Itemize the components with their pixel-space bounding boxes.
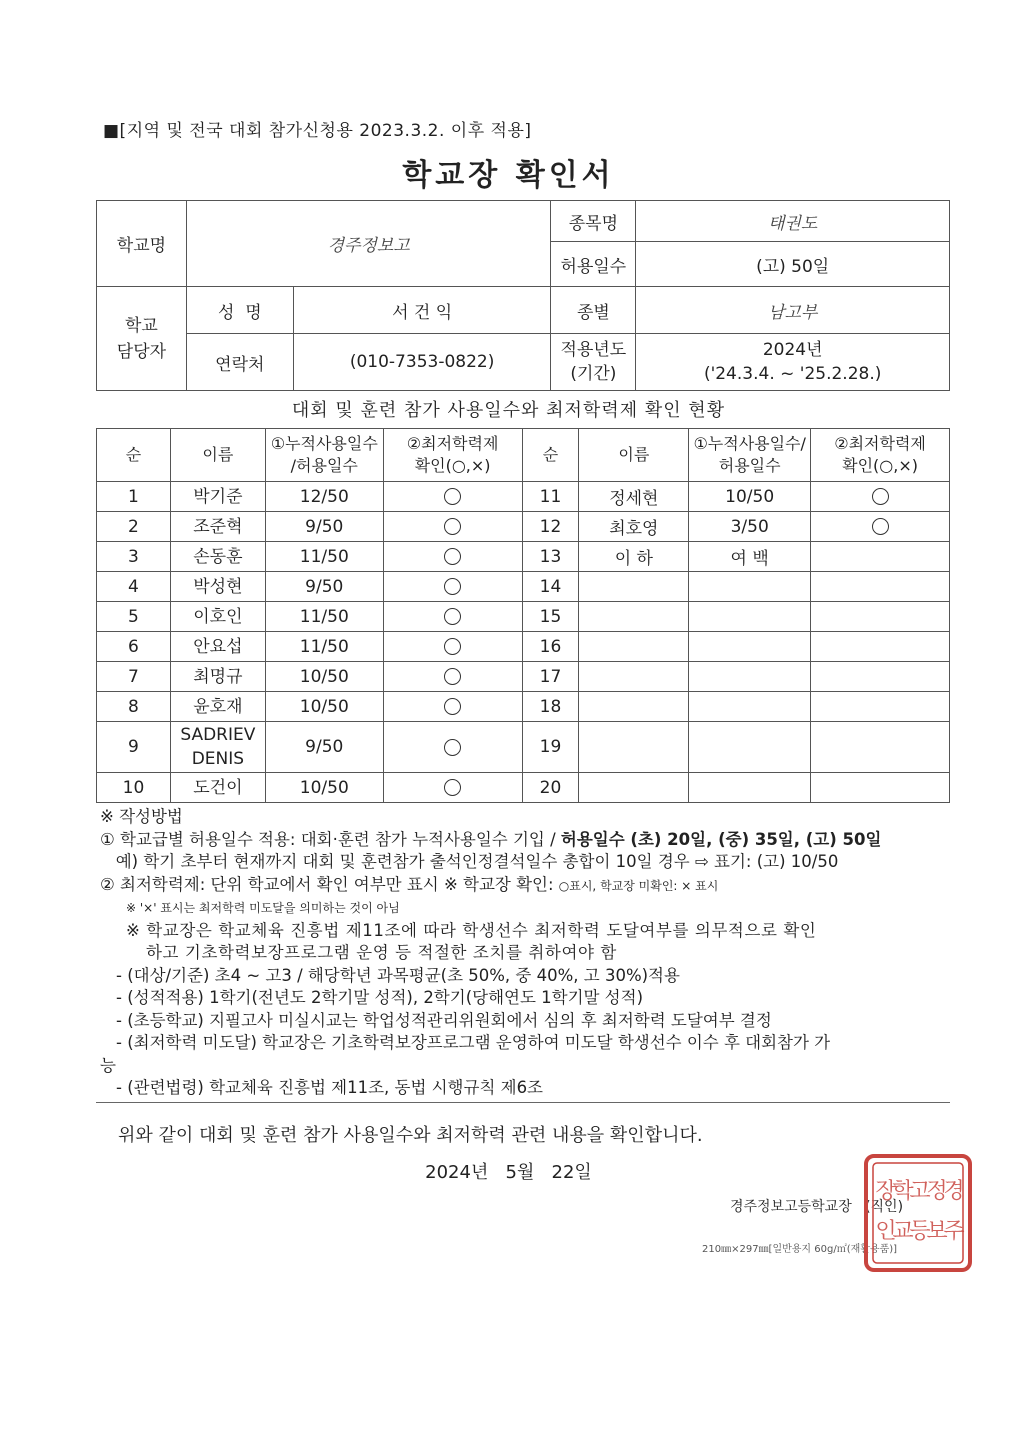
check-circle-icon [444, 488, 461, 505]
col-name: 이름 [170, 429, 265, 482]
row-usage-right [689, 572, 811, 602]
allowed-days-value: (고) 50일 [636, 242, 950, 287]
row-name: 윤호재 [170, 692, 265, 722]
row-no-right: 17 [522, 662, 579, 692]
check-circle-icon [444, 739, 461, 756]
note-2-text: ② 최저학력제: 단위 학교에서 확인 여부만 표시 ※ 학교장 확인: [100, 874, 559, 894]
seal-glyph: 인 [875, 1219, 897, 1244]
row-usage-right: 3/50 [689, 512, 811, 542]
row-name-right: 이 하 [579, 542, 689, 572]
seal-glyph: 교 [892, 1219, 914, 1244]
note-2 [100, 874, 960, 898]
row-name: 박기준 [170, 482, 265, 512]
row-name-right [579, 662, 689, 692]
table-row [97, 662, 950, 692]
table-row [97, 602, 950, 632]
signer: 경주정보고등학교장 (직인) [730, 1199, 904, 1215]
check-circle-icon [444, 779, 461, 796]
seal-glyph: 정 [926, 1179, 948, 1204]
year-value: 2024년 [762, 340, 823, 360]
row-check [383, 632, 522, 662]
check-circle-icon [444, 668, 461, 685]
school-seal [862, 1152, 974, 1274]
row-no-right: 13 [522, 542, 579, 572]
row-check-right [811, 722, 950, 773]
row-usage-right [689, 722, 811, 773]
note-1-text: ① 학교급별 허용일수 적용: 대회·훈련 참가 누적사용일수 기입 / [100, 829, 561, 849]
row-check [383, 602, 522, 632]
year-label: 적용년도 (기간) [551, 334, 636, 391]
note-3: ※ '×' 표시는 최저학력 미도달을 의미하는 것이 아님 [126, 901, 400, 915]
row-no-right: 16 [522, 632, 579, 662]
check-circle-icon [872, 488, 889, 505]
page-title: 학교장 확인서 [402, 158, 615, 193]
note-4a: ※ 학교장은 학교체육 진흥법 제11조에 따라 학생선수 최저학력 도달여부를 의무적으로 확인 [126, 920, 817, 940]
row-check-right [811, 542, 950, 572]
bullet-3: - (초등학교) 지필고사 미실시교는 학업성적관리위원회에서 심의 후 최저학력 도달여부 결정 [116, 1010, 772, 1030]
row-no-right: 18 [522, 692, 579, 722]
row-no: 5 [97, 602, 171, 632]
note-4b: 하고 기초학력보장프로그램 운영 등 적절한 조치를 취하여야 함 [146, 943, 617, 962]
row-check-right [811, 602, 950, 632]
row-no: 9 [97, 722, 171, 773]
row-usage: 9/50 [265, 722, 383, 773]
col-no: 순 [97, 429, 171, 482]
row-name: 안요섭 [170, 632, 265, 662]
bullet-2: - (성적적용) 1학기(전년도 2학기말 성적), 2학기(당해연도 1학기말 성적) [116, 988, 644, 1007]
row-usage: 11/50 [265, 632, 383, 662]
year-cell [636, 334, 950, 391]
row-usage: 12/50 [265, 482, 383, 512]
row-check [383, 542, 522, 572]
header-note: ■[지역 및 전국 대회 참가신청용 2023.3.2. 이후 적용] [103, 121, 532, 141]
seal-glyph: 장 [875, 1179, 897, 1204]
row-name: 도건이 [170, 773, 265, 803]
row-check-right [811, 662, 950, 692]
info-table [96, 200, 950, 391]
row-check [383, 692, 522, 722]
row-name: 조준혁 [170, 512, 265, 542]
row-usage: 10/50 [265, 773, 383, 803]
sport-value: 태권도 [636, 201, 950, 242]
row-usage: 11/50 [265, 542, 383, 572]
row-usage-right [689, 632, 811, 662]
row-name-right [579, 773, 689, 803]
col-name-right: 이름 [579, 429, 689, 482]
note-1-example: 예) 학기 초부터 현재까지 대회 및 훈련참가 출석인정결석일수 총합이 10일 경우 ⇨ 표기: (고) 10/50 [100, 852, 839, 871]
period-value: ('24.3.4. ~ '25.2.28.) [703, 364, 882, 384]
col-usage: ①누적사용일수 /허용일수 [265, 429, 383, 482]
check-circle-icon [444, 608, 461, 625]
allowed-days-label: 허용일수 [551, 242, 636, 287]
notes-divider [96, 1102, 950, 1103]
row-check [383, 512, 522, 542]
row-name: SADRIEV DENIS [170, 722, 265, 773]
table-row [97, 632, 950, 662]
row-usage: 10/50 [265, 692, 383, 722]
name-label: 성 명 [186, 287, 293, 334]
notes [100, 806, 960, 1100]
row-check-right [811, 632, 950, 662]
table-row [97, 722, 950, 773]
row-no: 10 [97, 773, 171, 803]
row-check [383, 722, 522, 773]
seal-glyph: 등 [909, 1219, 931, 1244]
col-usage-right: ①누적사용일수/ 허용일수 [689, 429, 811, 482]
row-name-right [579, 722, 689, 773]
bullet-4a: - (최저학력 미도달) 학교장은 기초학력보장프로그램 운영하여 미도달 학생선수 이수 후 대회참가 가 [116, 1033, 831, 1052]
contact-value: (010-7353-0822) [293, 334, 551, 391]
row-usage: 9/50 [265, 572, 383, 602]
seal-glyph: 경 [943, 1179, 965, 1204]
roster-subtitle: 대회 및 훈련 참가 사용일수와 최저학력제 확인 현황 [291, 400, 726, 421]
row-check-right [811, 482, 950, 512]
row-check-right [811, 512, 950, 542]
row-name-right: 정세현 [579, 482, 689, 512]
row-usage: 10/50 [265, 662, 383, 692]
row-usage-right: 여 백 [689, 542, 811, 572]
note-1 [100, 829, 960, 852]
name-value: 서 건 익 [293, 287, 551, 334]
row-name-right [579, 602, 689, 632]
row-name: 이호인 [170, 602, 265, 632]
sport-label: 종목명 [551, 201, 636, 242]
row-no: 4 [97, 572, 171, 602]
row-no: 8 [97, 692, 171, 722]
table-row [97, 542, 950, 572]
issue-date: 2024년 5월 22일 [425, 1162, 592, 1183]
row-name-right [579, 692, 689, 722]
row-usage: 9/50 [265, 512, 383, 542]
row-check [383, 572, 522, 602]
check-circle-icon [872, 518, 889, 535]
check-circle-icon [444, 578, 461, 595]
check-circle-icon [444, 638, 461, 655]
note-1-bold: 허용일수 (초) 20일, (중) 35일, (고) 50일 [560, 829, 882, 849]
row-name-right: 최호영 [579, 512, 689, 542]
category-value: 남고부 [636, 287, 950, 334]
row-no: 7 [97, 662, 171, 692]
row-no-right: 11 [522, 482, 579, 512]
row-no-right: 20 [522, 773, 579, 803]
seal-glyph: 보 [926, 1219, 948, 1244]
row-usage-right [689, 602, 811, 632]
row-usage-right [689, 662, 811, 692]
row-check [383, 662, 522, 692]
contact-label: 연락처 [186, 334, 293, 391]
row-no-right: 14 [522, 572, 579, 602]
table-row [97, 773, 950, 803]
check-circle-icon [444, 518, 461, 535]
seal-glyph: 고 [909, 1179, 931, 1204]
row-no: 3 [97, 542, 171, 572]
confirm-text: 위와 같이 대회 및 훈련 참가 사용일수와 최저학력 관련 내용을 확인합니다. [118, 1125, 703, 1146]
row-no: 2 [97, 512, 171, 542]
table-row [97, 512, 950, 542]
notes-heading: ※ 작성방법 [100, 807, 183, 826]
row-name-right [579, 632, 689, 662]
check-circle-icon [444, 698, 461, 715]
bullet-4b: 능 [100, 1055, 116, 1075]
row-name-right [579, 572, 689, 602]
row-usage: 11/50 [265, 602, 383, 632]
note-2-small: ○표시, 학교장 미확인: × 표시 [558, 878, 719, 893]
row-name: 손동훈 [170, 542, 265, 572]
row-no: 1 [97, 482, 171, 512]
bullet-5: - (관련법령) 학교체육 진흥법 제11조, 동법 시행규칙 제6조 [116, 1078, 543, 1097]
row-usage-right: 10/50 [689, 482, 811, 512]
row-usage-right [689, 773, 811, 803]
roster-table [96, 428, 950, 803]
row-usage-right [689, 692, 811, 722]
row-check [383, 482, 522, 512]
manager-label: 학교 담당자 [97, 287, 187, 391]
table-row [97, 692, 950, 722]
school-label: 학교명 [97, 201, 187, 287]
col-min-academic-right: ②최저학력제 확인(○,×) [811, 429, 950, 482]
row-check-right [811, 692, 950, 722]
row-no-right: 15 [522, 602, 579, 632]
row-name: 박성현 [170, 572, 265, 602]
row-no-right: 12 [522, 512, 579, 542]
row-no-right: 19 [522, 722, 579, 773]
school-value: 경주정보고 [186, 201, 551, 287]
row-check-right [811, 572, 950, 602]
row-name: 최명규 [170, 662, 265, 692]
paper-spec: 210㎜×297㎜[일반용지 60g/㎡(재활용품)] [702, 1244, 898, 1255]
row-no: 6 [97, 632, 171, 662]
check-circle-icon [444, 548, 461, 565]
table-row [97, 482, 950, 512]
bullet-1: - (대상/기준) 초4 ~ 고3 / 해당학년 과목평균(초 50%, 중 40%, 고 30%)적용 [116, 965, 680, 985]
col-min-academic: ②최저학력제 확인(○,×) [383, 429, 522, 482]
seal-glyph: 학 [892, 1179, 914, 1204]
row-check [383, 773, 522, 803]
row-check-right [811, 773, 950, 803]
col-no-right: 순 [522, 429, 579, 482]
category-label: 종별 [551, 287, 636, 334]
table-row [97, 572, 950, 602]
seal-glyph: 주 [943, 1219, 965, 1244]
